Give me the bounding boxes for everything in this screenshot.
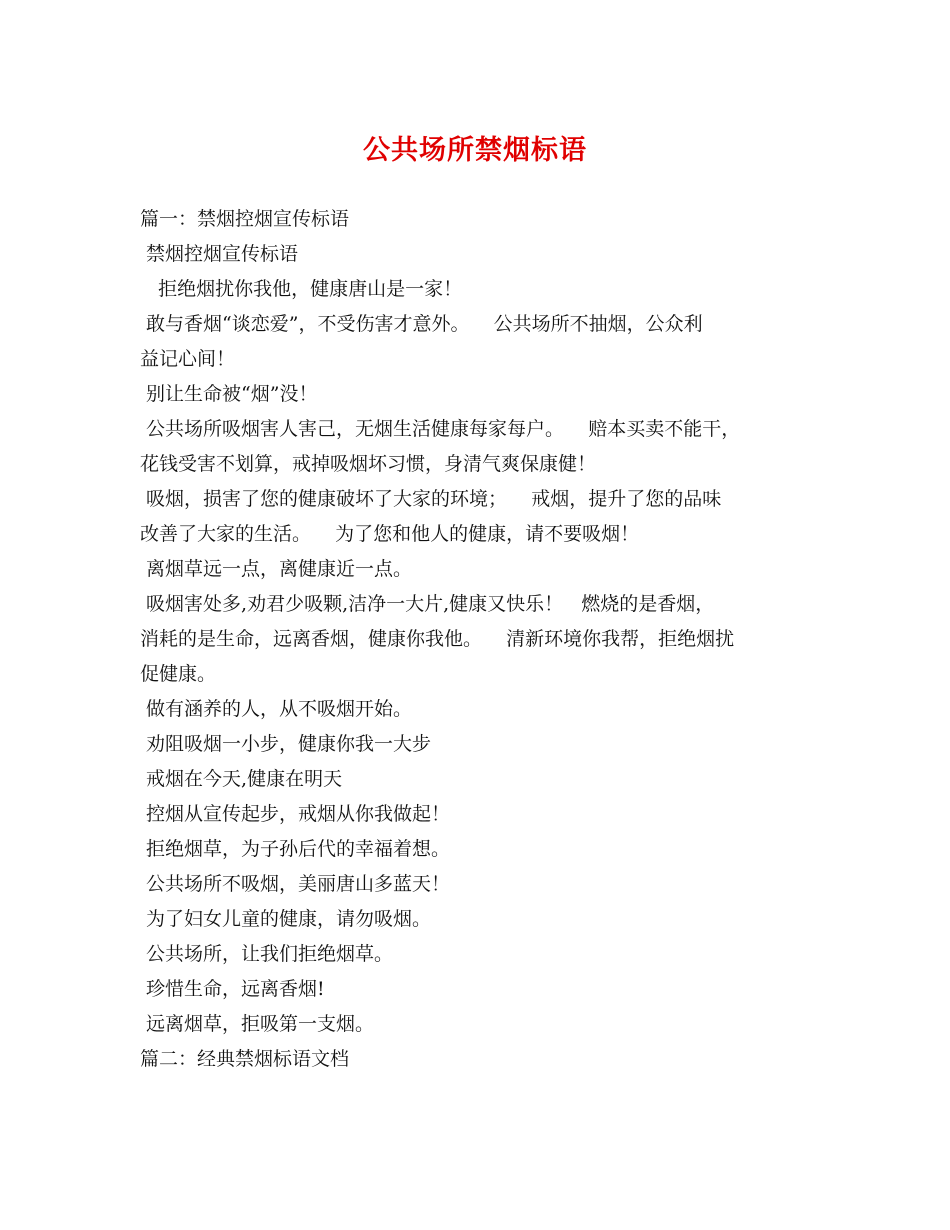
text-line: 篇一：禁烟控烟宣传标语 [140, 208, 350, 230]
text-line: 花钱受害不划算，戒掉吸烟坏习惯，身清气爽保康健！ [140, 453, 597, 475]
text-line: 吸烟害处多,劝君少吸颗,洁净一大片,健康又快乐！ 燃烧的是香烟， [140, 593, 715, 615]
text-line: 公共场所不吸烟，美丽唐山多蓝天！ [140, 873, 451, 895]
text-line: 戒烟在今天,健康在明天 [140, 768, 343, 790]
text-line: 劝阻吸烟一小步，健康你我一大步 [140, 733, 432, 755]
page-title: 公共场所禁烟标语 [363, 135, 587, 166]
text-line: 吸烟，损害了您的健康破坏了大家的环境； 戒烟，提升了您的品味 [140, 488, 722, 510]
text-line: 改善了大家的生活。 为了您和他人的健康，请不要吸烟！ [140, 523, 640, 545]
text-line: 禁烟控烟宣传标语 [140, 243, 299, 265]
text-line: 益记心间！ [140, 348, 236, 370]
text-line: 拒绝烟扰你我他，健康唐山是一家！ [140, 278, 463, 300]
text-line: 公共场所吸烟害人害己，无烟生活健康每家每户。 赔本买卖不能干， [140, 418, 741, 440]
text-line: 远离烟草，拒吸第一支烟。 [140, 1013, 375, 1035]
text-line: 敢与香烟“谈恋爱”，不受伤害才意外。 公共场所不抽烟，公众利 [140, 313, 703, 335]
text-line: 公共场所，让我们拒绝烟草。 [140, 943, 394, 965]
text-line: 别让生命被“烟”没！ [140, 383, 318, 405]
text-line: 消耗的是生命，远离香烟，健康你我他。 清新环境你我帮，拒绝烟扰 [140, 628, 735, 650]
text-line: 离烟草远一点，离健康近一点。 [140, 558, 413, 580]
text-line: 为了妇女儿童的健康，请勿吸烟。 [140, 908, 432, 930]
text-line: 控烟从宣传起步，戒烟从你我做起！ [140, 803, 451, 825]
text-line: 促健康。 [140, 663, 217, 685]
document-body [140, 202, 830, 1077]
text-line: 拒绝烟草，为子孙后代的幸福着想。 [140, 838, 451, 860]
section-heading: 篇二：经典禁烟标语文档 [140, 1048, 350, 1070]
text-line: 珍惜生命，远离香烟! [140, 978, 325, 1000]
text-line: 做有涵养的人，从不吸烟开始。 [140, 698, 413, 720]
